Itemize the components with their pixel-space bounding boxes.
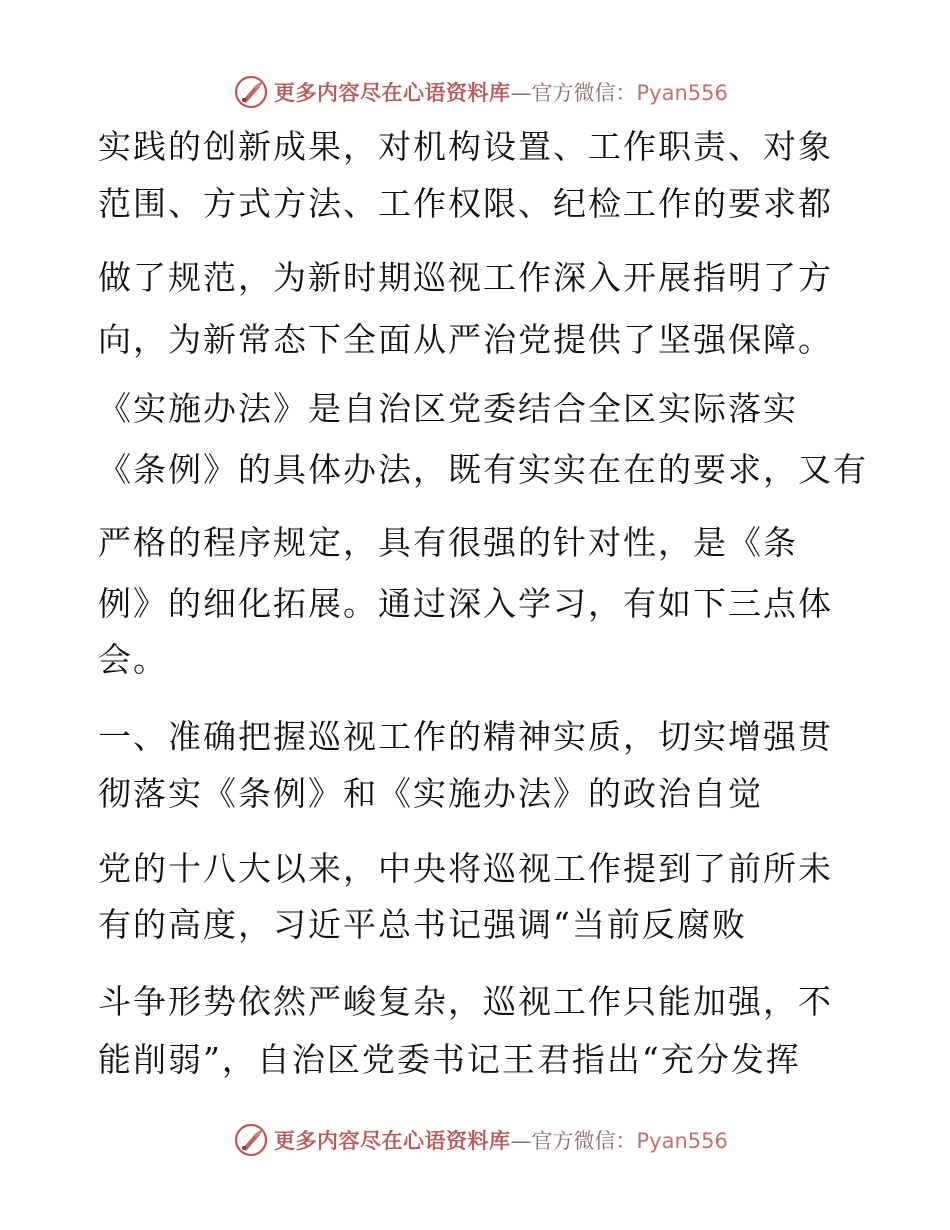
quill-logo-icon xyxy=(234,1123,268,1157)
body-line: 有的高度，习近平总书记强调“当前反腐败 xyxy=(98,905,747,944)
watermark-id: Pyan556 xyxy=(636,81,728,105)
watermark-site: 更多内容尽在心语资料库 xyxy=(274,81,511,105)
body-line: 范围、方式方法、工作权限、纪检工作的要求都 xyxy=(98,184,833,223)
watermark-id: Pyan556 xyxy=(636,1129,728,1153)
body-line: 实践的创新成果，对机构设置、工作职责、对象 xyxy=(98,127,833,166)
body-line: 《条例》的具体办法，既有实实在在的要求，又有 xyxy=(98,450,868,489)
body-line: 会。 xyxy=(98,640,168,679)
footer-watermark xyxy=(234,1120,754,1160)
body-line: 做了规范，为新时期巡视工作深入开展指明了方 xyxy=(98,258,833,297)
watermark-text xyxy=(274,77,728,107)
watermark-site: 更多内容尽在心语资料库 xyxy=(274,1129,511,1153)
body-line: 党的十八大以来，中央将巡视工作提到了前所未 xyxy=(98,849,833,888)
section-heading-line: 彻落实《条例》和《实施办法》的政治自觉 xyxy=(98,774,763,813)
watermark-dash: —官方微信： xyxy=(510,1129,637,1153)
watermark-text xyxy=(274,1125,728,1155)
body-line: 斗争形势依然严峻复杂，巡视工作只能加强，不 xyxy=(98,982,833,1021)
watermark-dash: —官方微信： xyxy=(510,81,637,105)
header-watermark xyxy=(234,72,754,112)
body-line: 能削弱”，自治区党委书记王君指出“充分发挥 xyxy=(98,1040,801,1079)
body-line: 向，为新常态下全面从严治党提供了坚强保障。 xyxy=(98,320,833,359)
body-line: 例》的细化拓展。通过深入学习，有如下三点体 xyxy=(98,584,833,623)
quill-logo-icon xyxy=(234,75,268,109)
body-line: 严格的程序规定，具有很强的针对性，是《条 xyxy=(98,523,798,562)
section-heading-line: 一、准确把握巡视工作的精神实质，切实增强贯 xyxy=(98,717,833,756)
body-line: 《实施办法》是自治区党委结合全区实际落实 xyxy=(98,389,798,428)
